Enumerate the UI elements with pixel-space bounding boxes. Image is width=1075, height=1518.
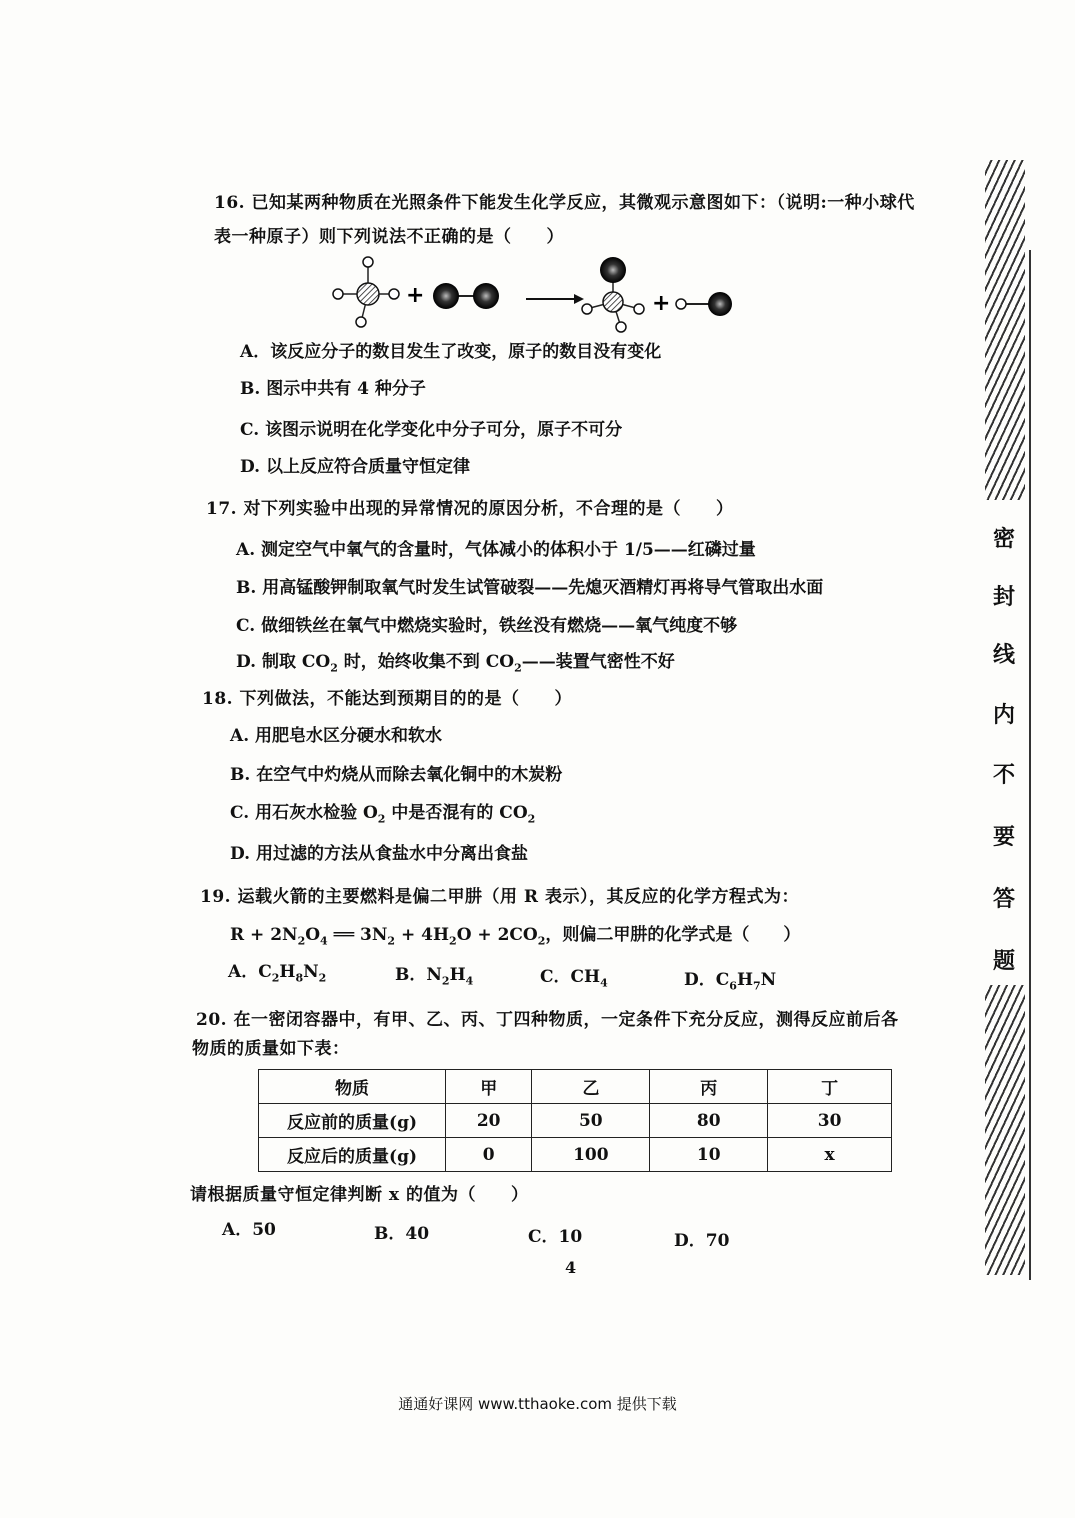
table-row xyxy=(259,1138,892,1172)
q16-option-d: D. 以上反应符合质量守恒定律 xyxy=(240,457,470,477)
seal-char: 密 xyxy=(992,527,1015,552)
q16-option-c: C. 该图示说明在化学变化中分子可分，原子不可分 xyxy=(240,420,623,440)
q19-stem: 19. 运载火箭的主要燃料是偏二甲肼（用 R 表示），其反应的化学方程式为： xyxy=(200,887,799,907)
q19-option-b: B．$N_2H_4$ xyxy=(395,965,474,988)
q18-option-b: B. 在空气中灼烧从而除去氧化铜中的木炭粉 xyxy=(230,765,563,785)
q17-option-a: A. 测定空气中氧气的含量时，气体减小的体积小于 1/5——红磷过量 xyxy=(236,540,756,560)
q20-stem-line1: 20. 在一密闭容器中，有甲、乙、丙、丁四种物质，一定条件下充分反应，测得反应前后各 xyxy=(196,1010,899,1030)
table-header-cell: 丁 xyxy=(768,1070,892,1104)
seal-char: 内 xyxy=(992,703,1015,728)
table-cell: 0 xyxy=(446,1138,532,1172)
table-header-cell: 丙 xyxy=(650,1070,768,1104)
q19-equation: $R + 2N_2O_4$ ══ $3N_2 + 4H_2O + 2CO_2$，则偏二甲肼的化学式是（ ） xyxy=(230,925,801,948)
chloromethane-molecule-icon xyxy=(582,257,644,332)
table-header-cell: 物质 xyxy=(259,1070,446,1104)
reaction-arrow-icon xyxy=(526,294,584,304)
q20-question: 请根据质量守恒定律判断 x 的值为（ ） xyxy=(190,1185,529,1205)
chlorine-molecule-icon xyxy=(433,283,499,309)
table-header-cell: 甲 xyxy=(446,1070,532,1104)
table-cell: 100 xyxy=(532,1138,650,1172)
page-number: 4 xyxy=(565,1258,577,1277)
mass-table xyxy=(258,1069,892,1172)
q17-option-d: D. 制取 $CO_2$ 时，始终收集不到 $CO_2——$装置气密性不好 xyxy=(236,652,675,675)
table-cell: x xyxy=(768,1138,892,1172)
seal-char: 题 xyxy=(992,949,1015,974)
seal-line-strip xyxy=(985,160,1030,1275)
q20-option-b: B．40 xyxy=(374,1224,430,1244)
seal-char: 不 xyxy=(992,763,1015,788)
table-cell: 反应后的质量(g) xyxy=(259,1138,446,1172)
q17-option-c: C. 做细铁丝在氧气中燃烧实验时，铁丝没有燃烧——氧气纯度不够 xyxy=(236,616,738,636)
q16-option-b: B. 图示中共有 4 种分子 xyxy=(240,379,426,399)
q18-stem: 18. 下列做法，不能达到预期目的的是（ ） xyxy=(202,689,572,709)
hcl-molecule-icon xyxy=(676,292,732,316)
plus-icon: + xyxy=(406,283,425,308)
q17-option-b: B. 用高锰酸钾制取氧气时发生试管破裂——先熄灭酒精灯再将导气管取出水面 xyxy=(236,578,824,598)
q16-stem-line1: 16. 已知某两种物质在光照条件下能发生化学反应，其微观示意图如下：（说明:一种小球代 xyxy=(214,193,915,213)
table-cell: 20 xyxy=(446,1104,532,1138)
table-cell: 30 xyxy=(768,1104,892,1138)
q18-option-a: A. 用肥皂水区分硬水和软水 xyxy=(230,726,443,746)
seal-char: 要 xyxy=(992,825,1015,850)
plus-icon: + xyxy=(652,291,671,316)
q19-option-c: C．$CH_4$ xyxy=(540,967,608,990)
table-cell: 80 xyxy=(650,1104,768,1138)
q18-option-d: D. 用过滤的方法从食盐水中分离出食盐 xyxy=(230,844,528,864)
seal-line xyxy=(1029,250,1031,1280)
table-cell: 50 xyxy=(532,1104,650,1138)
q18-option-c: C. 用石灰水检验 $O_2$ 中是否混有的 $CO_2$ xyxy=(230,803,536,826)
q16-stem-line2: 表一种原子）则下列说法不正确的是（ ） xyxy=(214,227,564,247)
methane-molecule-icon xyxy=(333,257,399,327)
seal-char: 线 xyxy=(992,643,1015,668)
q20-option-a: A．50 xyxy=(222,1220,276,1240)
table-cell: 10 xyxy=(650,1138,768,1172)
table-row xyxy=(259,1104,892,1138)
q20-stem-line2: 物质的质量如下表： xyxy=(192,1039,350,1059)
q20-option-d: D．70 xyxy=(674,1231,730,1251)
table-header-row xyxy=(259,1070,892,1104)
q16-option-a: A．该反应分子的数目发生了改变，原子的数目没有变化 xyxy=(240,342,662,362)
q20-option-c: C．10 xyxy=(528,1227,583,1247)
q19-option-d: D．$C_6H_7N$ xyxy=(684,970,777,993)
seal-char: 封 xyxy=(992,585,1015,610)
table-header-cell: 乙 xyxy=(532,1070,650,1104)
seal-hatch-top xyxy=(985,160,1025,500)
footer-credit: 通通好课网 www.tthaoke.com 提供下载 xyxy=(398,1395,677,1413)
seal-hatch-bottom xyxy=(985,985,1025,1275)
table-cell: 反应前的质量(g) xyxy=(259,1104,446,1138)
q17-stem: 17. 对下列实验中出现的异常情况的原因分析，不合理的是（ ） xyxy=(206,499,734,519)
seal-char: 答 xyxy=(992,887,1015,912)
q19-option-a: A．$C_2H_8N_2$ xyxy=(228,962,327,985)
reaction-diagram xyxy=(330,252,750,334)
